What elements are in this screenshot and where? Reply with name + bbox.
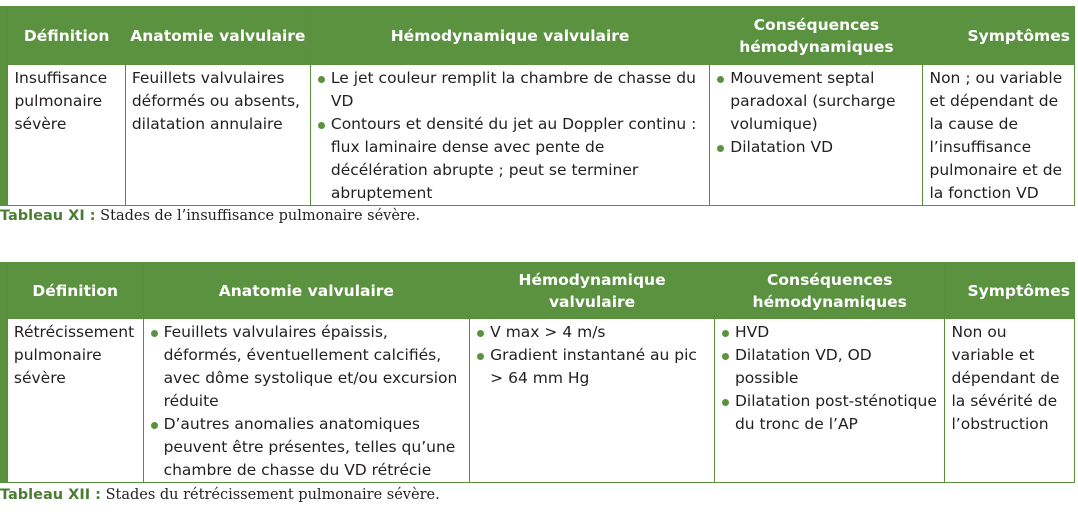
cell-anatomie: Feuillets valvulaires déformés ou absents, dilatation annulaire (125, 65, 310, 206)
header-spacer (0, 7, 8, 65)
caption-tableau-xii (0, 487, 440, 503)
caption-text: Stades du rétrécissement pulmonaire sévère. (100, 487, 440, 503)
list-item: Dilatation VD (716, 136, 916, 159)
header-definition: Définition (8, 7, 125, 65)
cell-definition: Rétrécissement pulmonaire sévère (7, 319, 143, 483)
cell-consequences (710, 65, 923, 206)
header-symptomes: Symptômes (923, 7, 1075, 65)
caption-label: Tableau XI : (0, 208, 96, 224)
row-spacer (0, 319, 7, 483)
list-item: Gradient instantané au pic > 64 mm Hg (476, 344, 708, 390)
cell-consequences (714, 319, 945, 483)
table-retrecissement-pulmonaire (0, 262, 1075, 483)
list-item: Le jet couleur remplit la chambre de chasse du VD (317, 67, 703, 113)
header-spacer (0, 263, 7, 319)
list-item: Dilatation VD, OD possible (721, 344, 939, 390)
header-hemodynamique: Hémodynamique valvulaire (310, 7, 709, 65)
cell-symptomes: Non ou variable et dépendant de la sévérité de l’obstruction (945, 319, 1075, 483)
caption-label: Tableau XII : (0, 487, 101, 503)
cell-anatomie (143, 319, 470, 483)
header-definition: Définition (7, 263, 143, 319)
caption-text: Stades de l’insuffisance pulmonaire sévère. (95, 208, 421, 224)
caption-tableau-xi (0, 208, 420, 224)
list-item: Mouvement septal paradoxal (surcharge volumique) (716, 67, 916, 136)
list-item: D’autres anomalies anatomiques peuvent être présentes, telles qu’une chambre de chasse du VD rétrécie (150, 413, 464, 482)
header-consequences: Conséquences hémodynamiques (714, 263, 945, 319)
header-anatomie: Anatomie valvulaire (143, 263, 470, 319)
header-anatomie: Anatomie valvulaire (125, 7, 310, 65)
header-hemodynamique: Hémodynamique valvulaire (470, 263, 715, 319)
list-item: HVD (721, 321, 939, 344)
list-item: V max > 4 m/s (476, 321, 708, 344)
list-item: Dilatation post-sténotique du tronc de l’AP (721, 390, 939, 436)
list-item: Feuillets valvulaires épaissis, déformés, éventuellement calcifiés, avec dôme systolique et/ou excursion réduite (150, 321, 464, 413)
row-spacer (0, 65, 8, 206)
header-symptomes: Symptômes (945, 263, 1075, 319)
cell-hemodynamique (310, 65, 709, 206)
cell-hemodynamique (470, 319, 715, 483)
cell-symptomes: Non ; ou variable et dépendant de la cause de l’insuffisance pulmonaire et de la fonction VD (923, 65, 1075, 206)
header-consequences: Conséquences hémodynamiques (710, 7, 923, 65)
table-insuffisance-pulmonaire (0, 6, 1075, 206)
cell-definition: Insuffisance pulmonaire sévère (8, 65, 125, 206)
list-item: Contours et densité du jet au Doppler continu : flux laminaire dense avec pente de décélération abrupte ; peut se terminer abruptement (317, 113, 703, 205)
